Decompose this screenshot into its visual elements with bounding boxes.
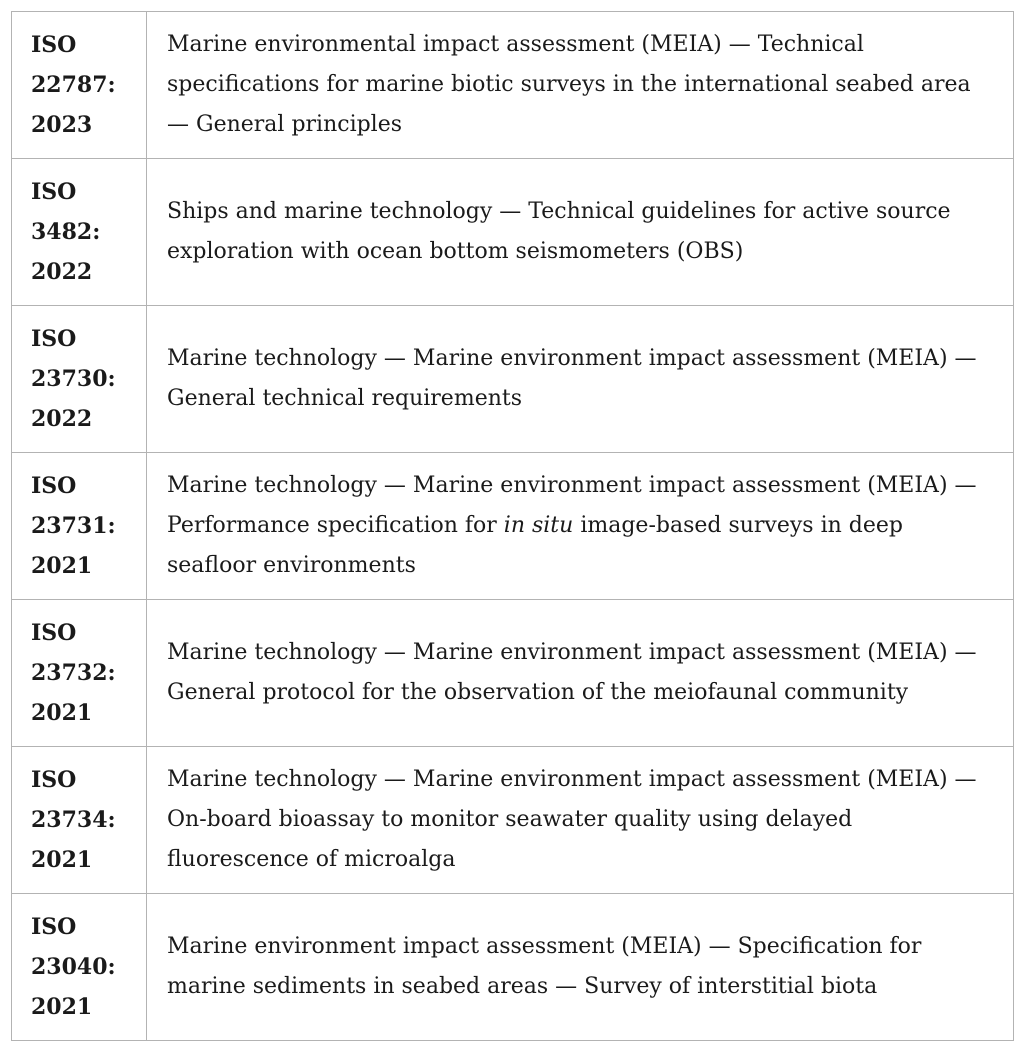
standard-id-cell (12, 747, 147, 894)
standard-id-number: 23732: (31, 660, 116, 686)
table-row (12, 12, 1014, 159)
standard-id-year: 2021 (31, 994, 93, 1020)
table-row (12, 453, 1014, 600)
standard-title: Marine environmental impact assessment (MEIA) — Technical specifications for marine biotic surveys in the international seabed area — General principles (147, 12, 1014, 159)
table-row (12, 894, 1014, 1041)
standard-id-prefix: ISO (31, 914, 77, 940)
standard-id-number: 22787: (31, 72, 116, 98)
standard-id-cell (12, 159, 147, 306)
standard-id-number: 23731: (31, 513, 116, 539)
standard-title-text: image-based surveys in deep seafloor environments (167, 513, 903, 578)
standard-title: Marine technology — Marine environment impact assessment (MEIA) — On-board bioassay to monitor seawater quality using delayed fluorescence of microalga (147, 747, 1014, 894)
standard-id-year: 2021 (31, 700, 93, 726)
standard-id-prefix: ISO (31, 179, 77, 205)
standard-id-cell (12, 600, 147, 747)
standard-id-number: 3482: (31, 219, 101, 245)
standard-id-year: 2021 (31, 553, 93, 579)
standard-title (147, 453, 1014, 600)
standard-id-number: 23734: (31, 807, 116, 833)
standard-id-prefix: ISO (31, 473, 77, 499)
table-row (12, 306, 1014, 453)
standard-title: Ships and marine technology — Technical guidelines for active source exploration with ocean bottom seismometers (OBS) (147, 159, 1014, 306)
standard-id-prefix: ISO (31, 620, 77, 646)
standard-title: Marine technology — Marine environment impact assessment (MEIA) — General protocol for the observation of the meiofaunal community (147, 600, 1014, 747)
standard-title: Marine technology — Marine environment impact assessment (MEIA) — General technical requirements (147, 306, 1014, 453)
iso-standards-table (11, 11, 1014, 1041)
standard-id-cell (12, 12, 147, 159)
standard-id-number: 23040: (31, 954, 116, 980)
standard-id-year: 2023 (31, 112, 93, 138)
standard-id-year: 2022 (31, 259, 93, 285)
standard-id-cell (12, 306, 147, 453)
standard-title-text: Marine technology — Marine environment impact assessment (MEIA) — Performance specification for (167, 473, 977, 538)
standard-id-cell (12, 453, 147, 600)
table-row (12, 600, 1014, 747)
standard-id-prefix: ISO (31, 767, 77, 793)
standard-id-cell (12, 894, 147, 1041)
standard-id-year: 2022 (31, 406, 93, 432)
table-row (12, 747, 1014, 894)
standard-id-prefix: ISO (31, 32, 77, 58)
standard-id-year: 2021 (31, 847, 93, 873)
standard-id-prefix: ISO (31, 326, 77, 352)
standard-title: Marine environment impact assessment (MEIA) — Specification for marine sediments in seabed areas — Survey of interstitial biota (147, 894, 1014, 1041)
standard-title-italic: in situ (503, 513, 574, 538)
standard-id-number: 23730: (31, 366, 116, 392)
table-row (12, 159, 1014, 306)
